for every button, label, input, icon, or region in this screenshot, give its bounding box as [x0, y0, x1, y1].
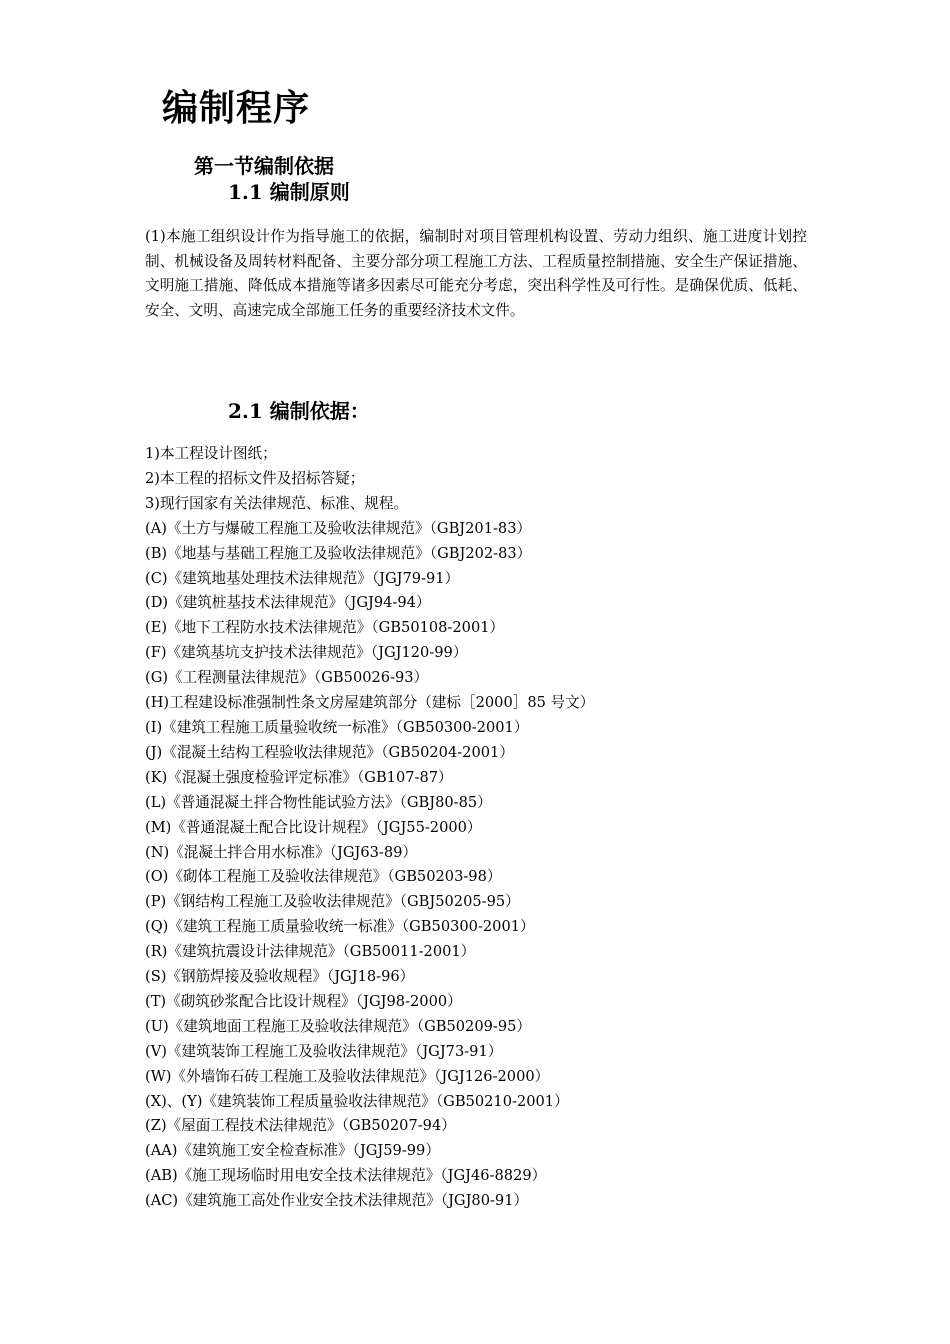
basis-list-item: (F)《建筑基坑支护技术法律规范》（JGJ120-99）	[145, 644, 468, 662]
basis-list-item: (M)《普通混凝土配合比设计规程》（JGJ55-2000）	[145, 818, 482, 836]
basis-list-item: (U)《建筑地面工程施工及验收法律规范》（GB50209-95）	[145, 1017, 531, 1035]
basis-list-item: (N)《混凝土拌合用水标准》（JGJ63-89）	[145, 843, 418, 861]
basis-list-item: (H)工程建设标准强制性条文房屋建筑部分（建标［2000］85 号文）	[145, 694, 595, 712]
section-title: 第一节编制依据	[194, 154, 334, 178]
basis-list-item: 1)本工程设计图纸；	[145, 445, 277, 462]
subsection-title-basis: 2.1 编制依据：	[228, 399, 370, 423]
basis-list-item: (O)《砌体工程施工及验收法律规范》（GB50203-98）	[145, 868, 502, 886]
basis-list-item: 2)本工程的招标文件及招标答疑；	[145, 469, 365, 487]
basis-list-item: (L)《普通混凝土拌合物性能试验方法》（GBJ80-85）	[145, 793, 492, 811]
basis-list-item: (E)《地下工程防水技术法律规范》（GB50108-2001）	[145, 619, 505, 637]
basis-list-item: (Z)《屋面工程技术法律规范》（GB50207-94）	[145, 1117, 456, 1135]
basis-list-item: (K)《混凝土强度检验评定标准》（GB107-87）	[145, 768, 453, 786]
document-title: 编制程序	[162, 88, 311, 129]
basis-list-item: (J)《混凝土结构工程验收法律规范》（GB50204-2001）	[145, 743, 514, 761]
basis-list-item: (X)、(Y)《建筑装饰工程质量验收法律规范》（GB50210-2001）	[145, 1092, 569, 1110]
principle-paragraph: (1)本施工组织设计作为指导施工的依据，编制时对项目管理机构设置、劳动力组织、施工进度计划控制、机械设备及周转材料配备、主要分部分项工程施工方法、工程质量控制措施、安全生产保证措施、文明施工措施、降低成本措施等诸多因素尽可能充分考虑，突出科学性及可行性。是确保优质、低耗、安全、文明、高速完成全部施工任务的重要经济技术文件。	[145, 228, 807, 319]
basis-list-item: (R)《建筑抗震设计法律规范》（GB50011-2001）	[145, 943, 476, 961]
basis-list-item: (W)《外墙饰石砖工程施工及验收法律规范》（JGJ126-2000）	[145, 1067, 550, 1085]
subsection-title-principles: 1.1 编制原则	[228, 180, 350, 204]
basis-list-item: (S)《钢筋焊接及验收规程》（JGJ18-96）	[145, 968, 415, 986]
basis-list-item: (B)《地基与基础工程施工及验收法律规范》（GBJ202-83）	[145, 544, 532, 562]
basis-list-item: (Q)《建筑工程施工质量验收统一标准》（GB50300-2001）	[145, 918, 535, 936]
basis-list-item: (I)《建筑工程施工质量验收统一标准》（GB50300-2001）	[145, 718, 529, 736]
basis-list-item: (C)《建筑地基处理技术法律规范》（JGJ79-91）	[145, 569, 460, 587]
basis-list-item: (A)《土方与爆破工程施工及验收法律规范》（GBJ201-83）	[145, 519, 532, 537]
basis-list-item: 3)现行国家有关法律规范、标准、规程。	[145, 494, 409, 512]
basis-list-item: (AB)《施工现场临时用电安全技术法律规范》（JGJ46-8829）	[145, 1167, 547, 1185]
basis-list-item: (G)《工程测量法律规范》（GB50026-93）	[145, 669, 429, 687]
basis-list-item: (D)《建筑桩基技术法律规范》（JGJ94-94）	[145, 594, 431, 612]
basis-list-item: (T)《砌筑砂浆配合比设计规程》（JGJ98-2000）	[145, 992, 462, 1010]
basis-list-item: (V)《建筑装饰工程施工及验收法律规范》（JGJ73-91）	[145, 1042, 503, 1060]
basis-list-item: (AC)《建筑施工高处作业安全技术法律规范》（JGJ80-91）	[145, 1192, 529, 1210]
basis-list	[145, 442, 594, 1214]
basis-list-item: (AA)《建筑施工安全检查标准》（JGJ59-99）	[145, 1142, 440, 1160]
basis-list-item: (P)《钢结构工程施工及验收法律规范》（GBJ50205-95）	[145, 893, 520, 911]
